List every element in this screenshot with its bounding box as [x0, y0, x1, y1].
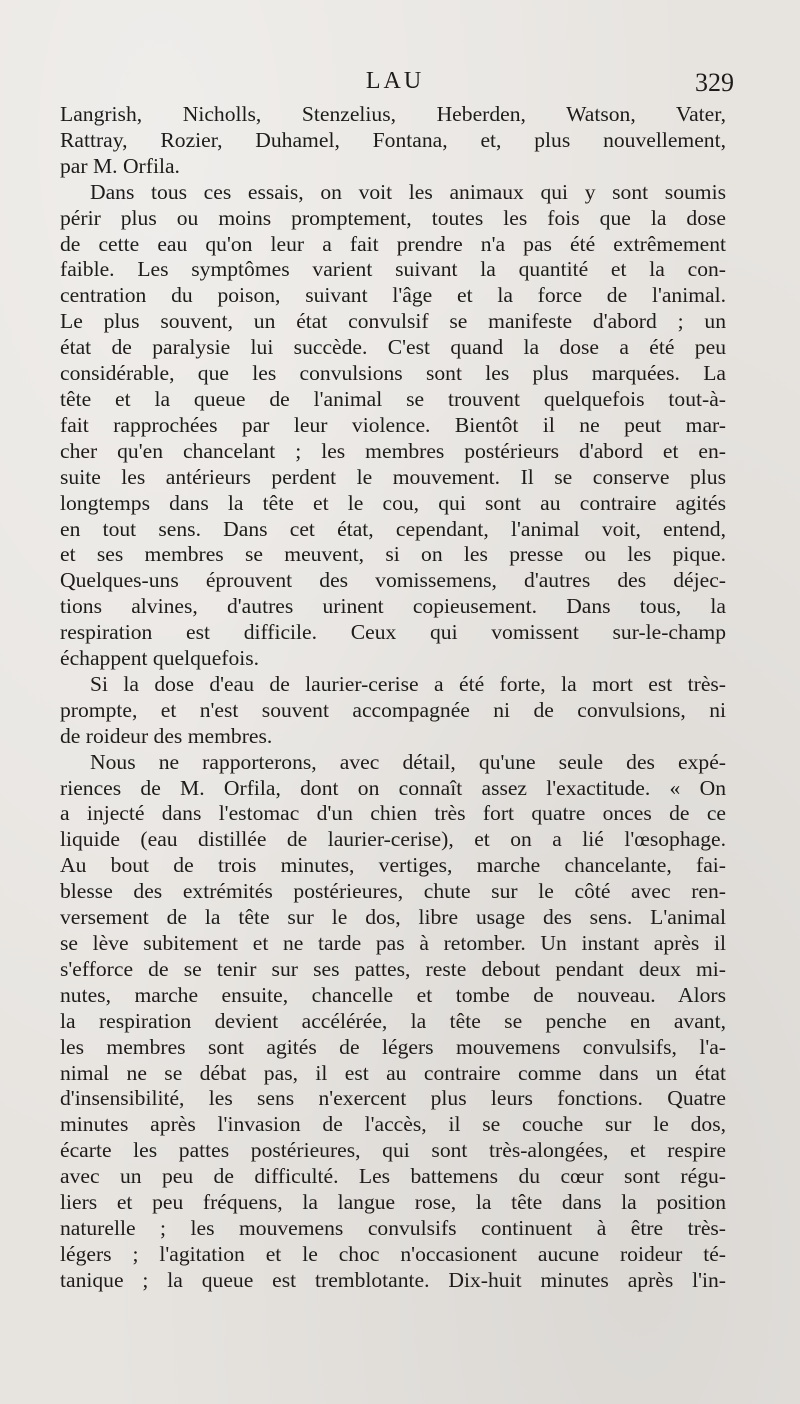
- text-line: considérable, que les convulsions sont les plus marquées. La: [60, 361, 726, 386]
- text-line: fait rapprochées par leur violence. Bientôt il ne peut mar-: [60, 412, 726, 437]
- text-line: légers ; l'agitation et le choc n'occasionent aucune roideur té-: [60, 1241, 726, 1266]
- text-line: en tout sens. Dans cet état, cependant, l'animal voit, entend,: [60, 516, 726, 541]
- text-line: écarte les pattes postérieures, qui sont très-alongées, et respire: [60, 1138, 726, 1163]
- text-line: la respiration devient accélérée, la tête se penche en avant,: [60, 1008, 726, 1033]
- text-line: suite les antérieurs perdent le mouvement. Il se conserve plus: [60, 464, 726, 489]
- text-line: faible. Les symptômes varient suivant la quantité et la con-: [60, 257, 726, 282]
- text-line: centration du poison, suivant l'âge et la force de l'animal.: [60, 283, 726, 308]
- text-line: prompte, et n'est souvent accompagnée ni de convulsions, ni: [60, 697, 726, 722]
- text-line: liquide (eau distillée de laurier-cerise), et on a lié l'œsophage.: [60, 827, 726, 852]
- text-line: s'efforce de se tenir sur ses pattes, reste debout pendant deux mi-: [60, 956, 726, 981]
- text-line: cher qu'en chancelant ; les membres postérieurs d'abord et en-: [60, 438, 726, 463]
- text-line: Nous ne rapporterons, avec détail, qu'une seule des expé-: [90, 749, 726, 774]
- body-text: [60, 102, 726, 1294]
- text-line: longtemps dans la tête et le cou, qui sont au contraire agités: [60, 490, 726, 515]
- text-line: naturelle ; les mouvemens convulsifs continuent à être très-: [60, 1215, 726, 1240]
- text-line: versement de la tête sur le dos, libre usage des sens. L'animal: [60, 905, 726, 930]
- text-line: de roideur des membres.: [60, 723, 273, 748]
- text-line: Quelques-uns éprouvent des vomissemens, d'autres des déjec-: [60, 568, 726, 593]
- page-number: 329: [695, 68, 734, 97]
- text-line: liers et peu fréquens, la langue rose, la tête dans la position: [60, 1190, 726, 1215]
- text-line: riences de M. Orfila, dont on connaît assez l'exactitude. « On: [60, 775, 726, 800]
- paragraph: [60, 180, 726, 672]
- text-line: de cette eau qu'on leur a fait prendre n'a pas été extrêmement: [60, 231, 726, 256]
- text-line: a injecté dans l'estomac d'un chien très fort quatre onces de ce: [60, 801, 726, 826]
- text-line: tête et la queue de l'animal se trouvent quelquefois tout-à-: [60, 386, 726, 411]
- text-line: blesse des extrémités postérieures, chute sur le côté avec ren-: [60, 879, 726, 904]
- text-line: minutes après l'invasion de l'accès, il se couche sur le dos,: [60, 1112, 726, 1137]
- text-line: Le plus souvent, un état convulsif se manifeste d'abord ; un: [60, 309, 726, 334]
- text-line: tions alvines, d'autres urinent copieusement. Dans tous, la: [60, 594, 726, 619]
- text-line: les membres sont agités de légers mouvemens convulsifs, l'a-: [60, 1034, 726, 1059]
- paragraph: [60, 672, 726, 750]
- page-header: [60, 68, 734, 102]
- text-line: Au bout de trois minutes, vertiges, marche chancelante, fai-: [60, 853, 726, 878]
- text-line: périr plus ou moins promptement, toutes les fois que la dose: [60, 205, 726, 230]
- running-head: LAU: [365, 68, 425, 94]
- paragraph: [60, 750, 726, 1294]
- text-line: nutes, marche ensuite, chancelle et tombe de nouveau. Alors: [60, 982, 726, 1007]
- text-line: et ses membres se meuvent, si on les presse ou les pique.: [60, 542, 726, 567]
- text-line: échappent quelquefois.: [60, 646, 260, 671]
- text-line: Dans tous ces essais, on voit les animaux qui y sont soumis: [90, 179, 726, 204]
- text-line: Rattray, Rozier, Duhamel, Fontana, et, plus nouvellement,: [60, 127, 726, 152]
- text-line: nimal ne se débat pas, il est au contraire comme dans un état: [60, 1060, 726, 1085]
- text-line: état de paralysie lui succède. C'est quand la dose a été peu: [60, 335, 726, 360]
- text-line: Langrish, Nicholls, Stenzelius, Heberden, Watson, Vater,: [60, 102, 726, 126]
- paragraph: [60, 102, 726, 180]
- text-line: se lève subitement et ne tarde pas à retomber. Un instant après il: [60, 931, 726, 955]
- text-line: avec un peu de difficulté. Les battemens du cœur sont régu-: [60, 1164, 726, 1189]
- text-line: respiration est difficile. Ceux qui vomissent sur-le-champ: [60, 620, 726, 645]
- text-line: tanique ; la queue est tremblotante. Dix-huit minutes après l'in-: [60, 1267, 726, 1292]
- text-line: d'insensibilité, les sens n'exercent plus leurs fonctions. Quatre: [60, 1086, 726, 1111]
- text-line: Si la dose d'eau de laurier-cerise a été forte, la mort est très-: [90, 671, 726, 696]
- text-line: par M. Orfila.: [60, 153, 180, 178]
